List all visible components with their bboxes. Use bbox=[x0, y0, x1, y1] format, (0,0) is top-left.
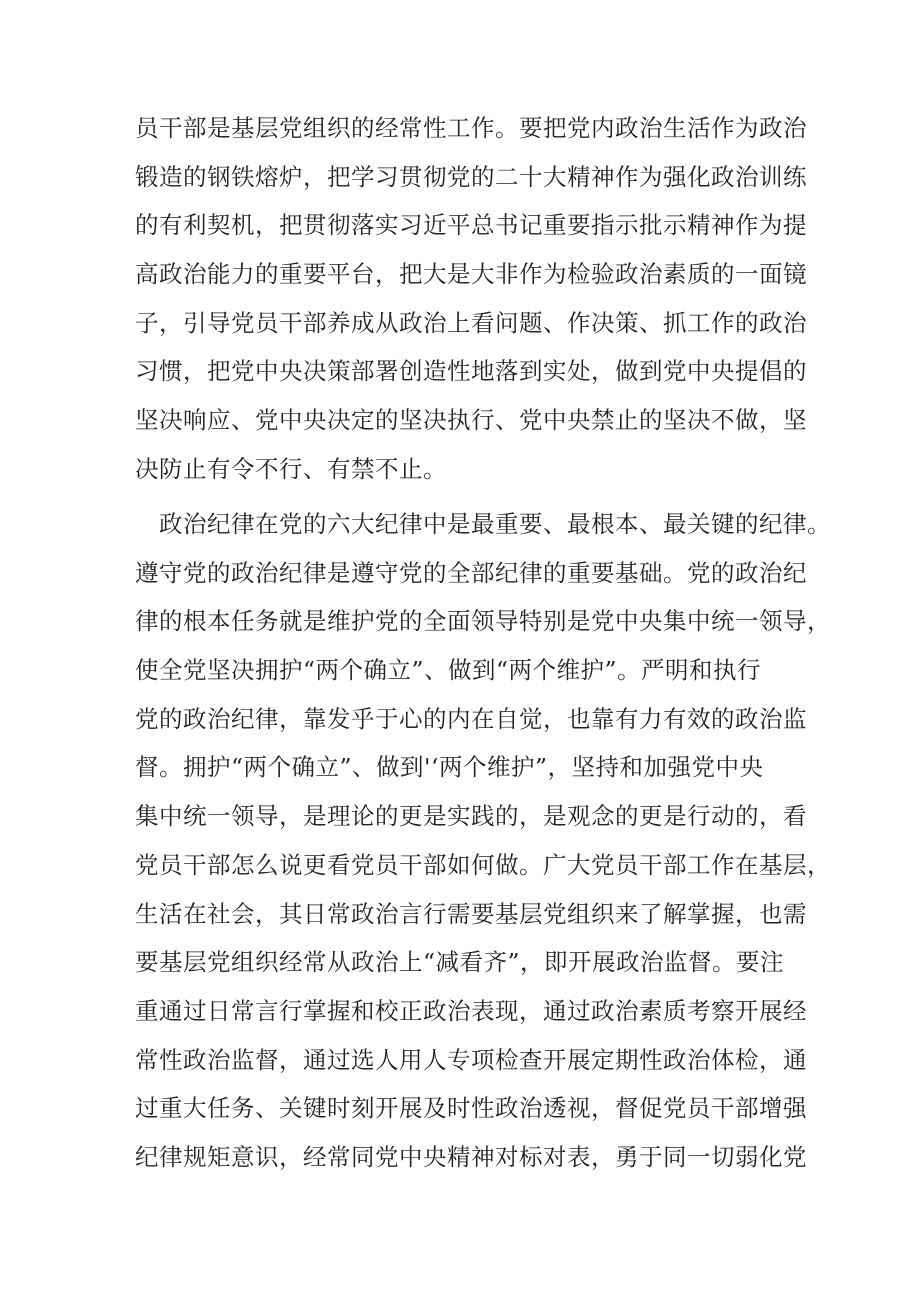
paragraph-line: 决防止有令不行、有禁不止。 bbox=[135, 454, 447, 483]
paragraph-2 bbox=[135, 500, 831, 1182]
paragraph-line: 党的政治纪律，靠发乎于心的内在自觉，也靠有力有效的政治监 bbox=[135, 704, 807, 733]
paragraph-line: 遵守党的政治纪律是遵守党的全部纪律的重要基础。党的政治纪 bbox=[135, 558, 807, 587]
paragraph-first-line: 政治纪律在党的六大纪律中是最重要、最根本、最关键的纪律。 bbox=[159, 510, 831, 538]
paragraph-line: 督。拥护“两个确立”、做到'‘两个维护”，坚持和加强党中央 bbox=[135, 753, 764, 782]
paragraph-line: 纪律规矩意识，经常同党中央精神对标对表，勇于同一切弱化党 bbox=[135, 1142, 807, 1171]
paragraph-1 bbox=[135, 104, 807, 494]
paragraph-line: 使全党坚决拥护“两个确立”、做到“两个维护”。严明和执行 bbox=[135, 656, 762, 685]
paragraph-line: 重通过日常言行掌握和校正政治表现，通过政治素质考察开展经 bbox=[135, 996, 807, 1025]
paragraph-line: 党员干部怎么说更看党员干部如何做。广大党员干部工作在基层， bbox=[135, 850, 831, 879]
paragraph-line: 要基层党组织经常从政治上“减看齐”，即开展政治监督。要注 bbox=[135, 948, 785, 977]
paragraph-line: 生活在社会，其日常政治言行需要基层党组织来了解掌握，也需 bbox=[135, 899, 807, 928]
paragraph-line: 集中统一领导，是理论的更是实践的，是观念的更是行动的，看 bbox=[135, 802, 807, 831]
paragraph-line: 常性政治监督，通过选人用人专项检查开展定期性政治体检，通 bbox=[135, 1045, 807, 1074]
paragraph-line: 的有利契机，把贯彻落实习近平总书记重要指示批示精神作为提 bbox=[135, 211, 807, 240]
paragraph-line: 高政治能力的重要平台，把大是大非作为检验政治素质的一面镜 bbox=[135, 260, 807, 289]
paragraph-line: 子，引导党员干部养成从政治上看问题、作决策、抓工作的政治 bbox=[135, 308, 807, 337]
paragraph-line: 过重大任务、关键时刻开展及时性政治透视，督促党员干部增强 bbox=[135, 1094, 807, 1123]
paragraph-line: 坚决响应、党中央决定的坚决执行、党中央禁止的坚决不做，坚 bbox=[135, 406, 807, 435]
paragraph-line: 锻造的钢铁熔炉，把学习贯彻党的二十大精神作为强化政治训练 bbox=[135, 162, 807, 191]
paragraph-line: 习惯，把党中央决策部署创造性地落到实处，做到党中央提倡的 bbox=[135, 357, 807, 386]
paragraph-line: 律的根本任务就是维护党的全面领导特别是党中央集中统一领导， bbox=[135, 607, 831, 636]
paragraph-line: 员干部是基层党组织的经常性工作。要把党内政治生活作为政治 bbox=[135, 114, 807, 142]
